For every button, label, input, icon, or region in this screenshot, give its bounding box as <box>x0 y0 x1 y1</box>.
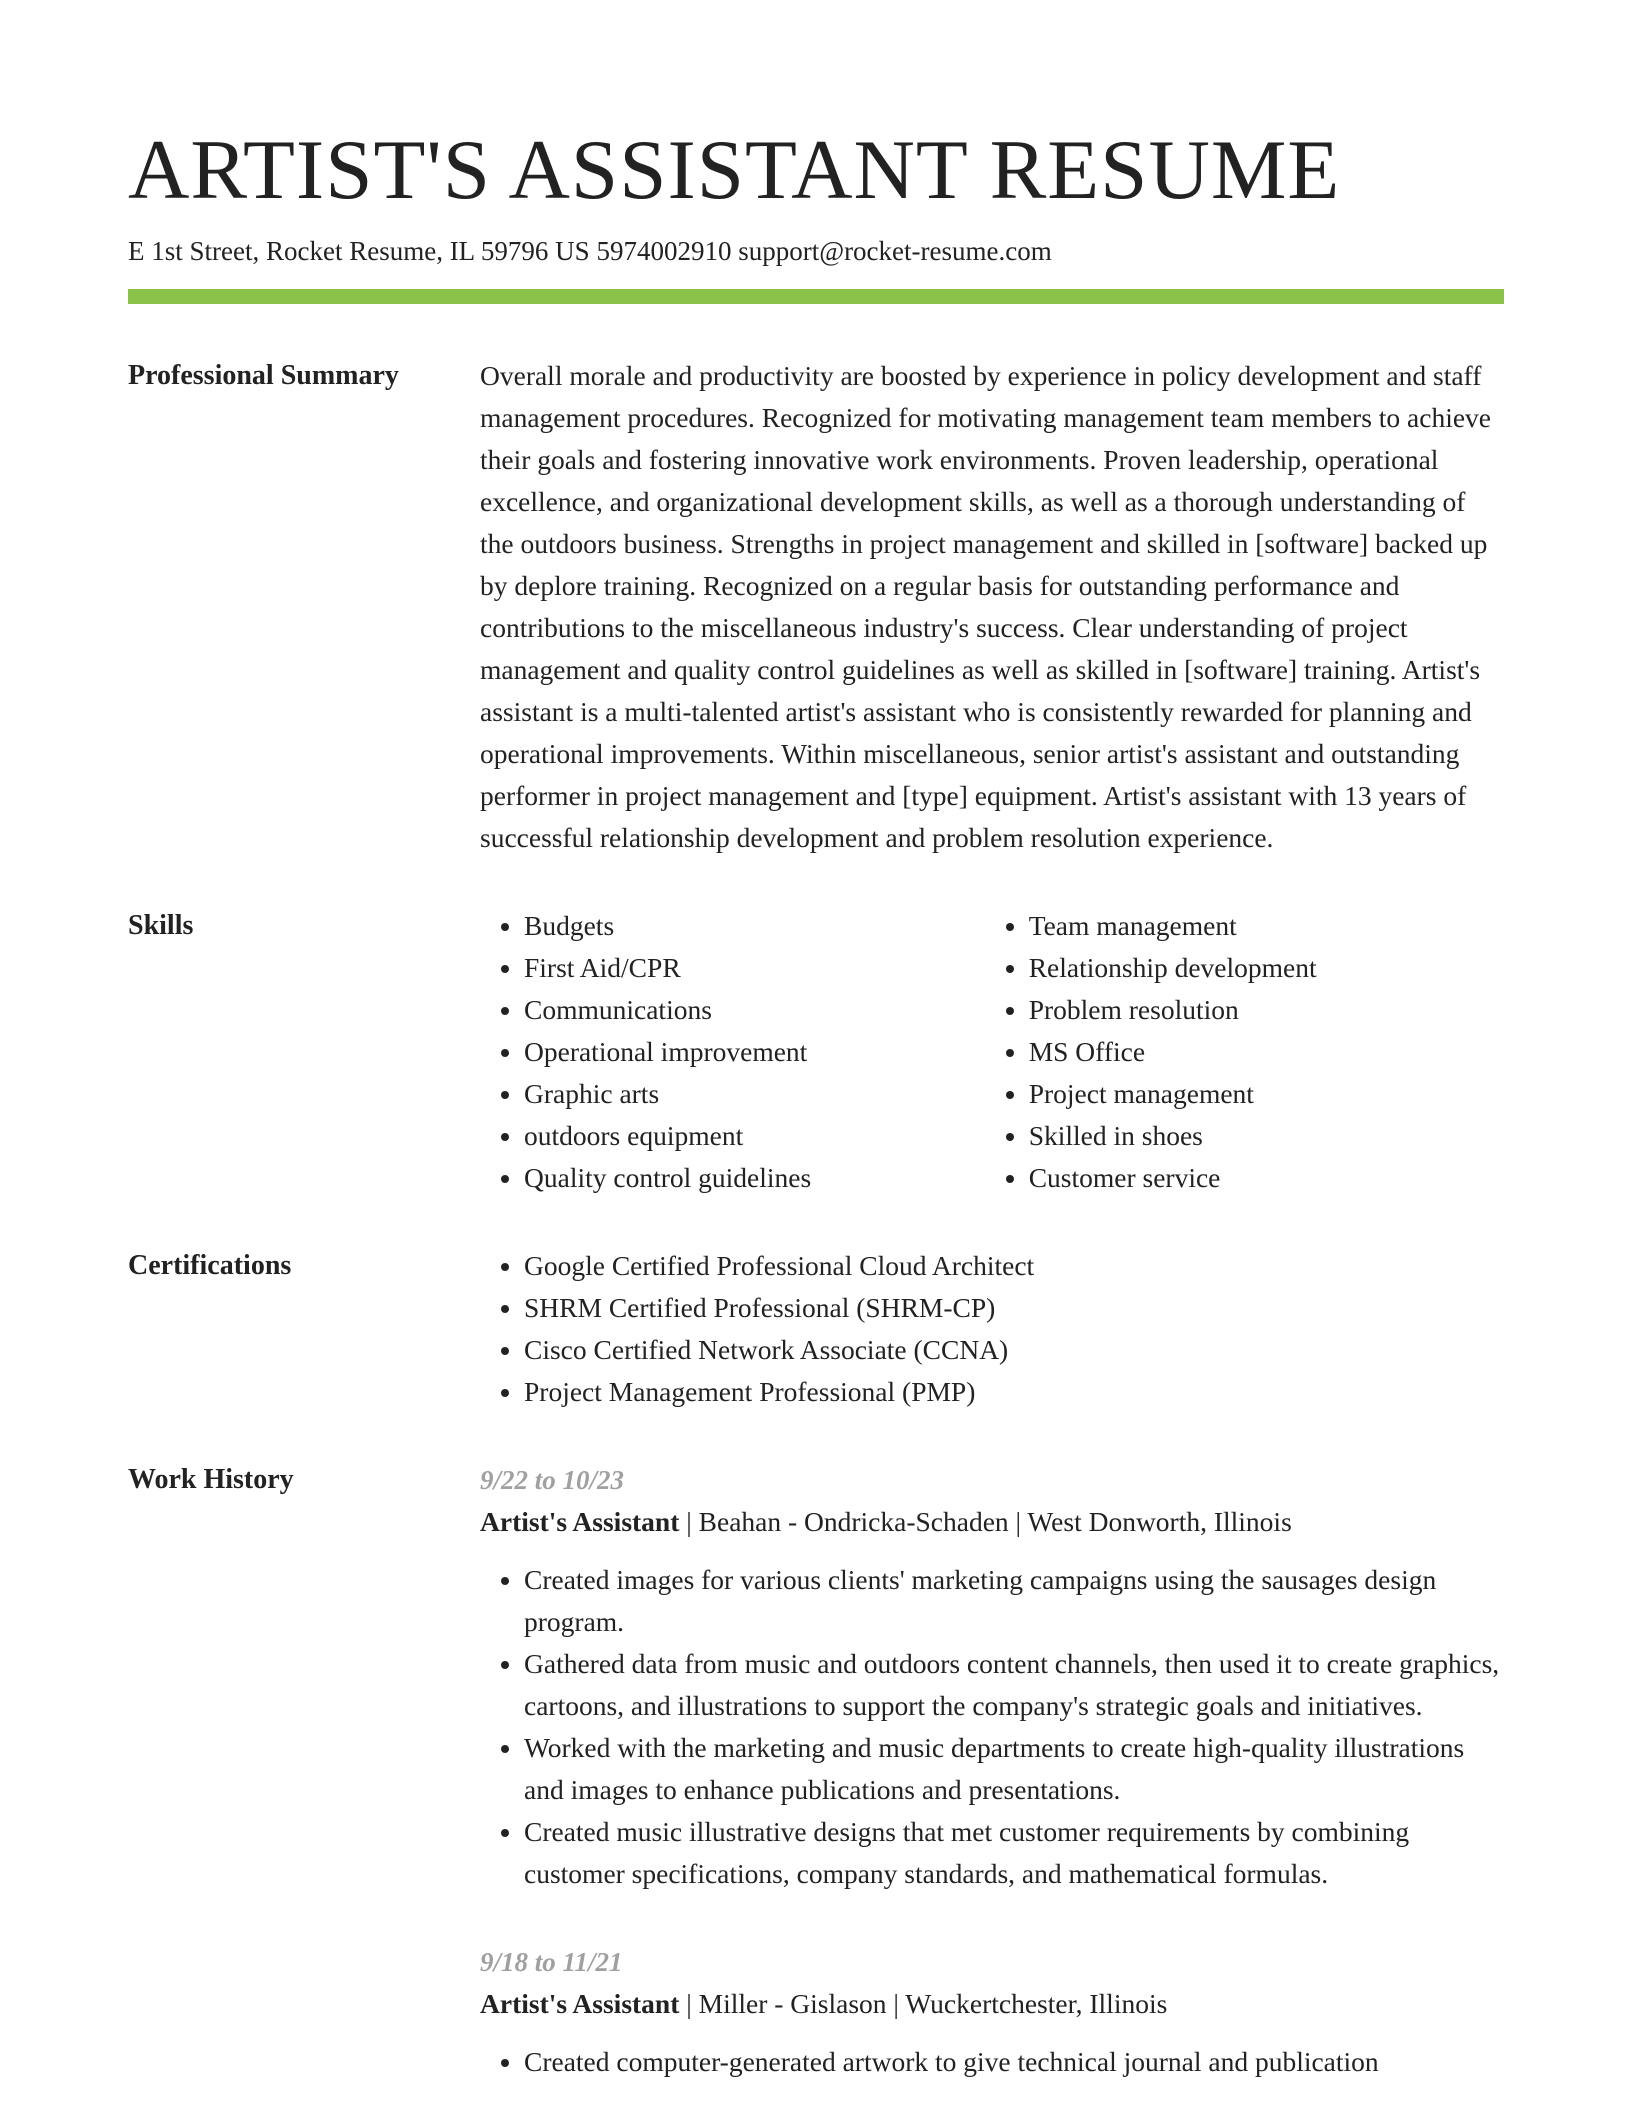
contact-line <box>128 234 1504 268</box>
skill-item: • Problem resolution <box>1029 989 1504 1031</box>
skill-item: • Graphic arts <box>524 1073 985 1115</box>
skill-item: • Communications <box>524 989 985 1031</box>
job-bullet: • Worked with the marketing and music departments to create high-quality illustrations and images to enhance publications and presentations. <box>524 1727 1504 1811</box>
summary-section <box>128 355 1504 859</box>
work-history-section <box>128 1459 1504 2083</box>
job-entry <box>480 1459 1504 1895</box>
job-details: | Miller - Gislason | Wuckertchester, Illinois <box>679 1988 1168 2019</box>
job-bullet: • Gathered data from music and outdoors content channels, then used it to create graphics, cartoons, and illustrations to support the company's strategic goals and initiatives. <box>524 1643 1504 1727</box>
email: support@rocket-resume.com <box>738 236 1052 266</box>
job-bullet: • Created computer-generated artwork to give technical journal and publication <box>524 2041 1504 2083</box>
header-divider <box>128 289 1504 304</box>
skill-item: • MS Office <box>1029 1031 1504 1073</box>
skills-section <box>128 905 1504 1199</box>
certifications-list <box>480 1245 1504 1413</box>
job-entry <box>480 1941 1504 2083</box>
skill-item: • Skilled in shoes <box>1029 1115 1504 1157</box>
job-bullets <box>480 1559 1504 1895</box>
skill-item: • Budgets <box>524 905 985 947</box>
phone: 5974002910 <box>596 236 732 266</box>
skills-list-left <box>480 905 985 1199</box>
job-dates: 9/22 to 10/23 <box>480 1465 625 1495</box>
job-heading <box>480 1983 1504 2025</box>
job-title: Artist's Assistant <box>480 1506 680 1537</box>
certifications-label: Certifications <box>128 1250 292 1281</box>
certifications-section <box>128 1245 1504 1413</box>
skill-item: • outdoors equipment <box>524 1115 985 1157</box>
skills-list-right <box>985 905 1504 1199</box>
resume-title: ARTIST'S ASSISTANT RESUME <box>128 123 1341 217</box>
certification-item: • Cisco Certified Network Associate (CCNA) <box>524 1329 1504 1371</box>
work-history-label: Work History <box>128 1464 294 1495</box>
job-bullet: • Created images for various clients' marketing campaigns using the sausages design program. <box>524 1559 1504 1643</box>
resume-page <box>128 0 1504 2083</box>
skill-item: • Relationship development <box>1029 947 1504 989</box>
job-details: | Beahan - Ondricka-Schaden | West Donworth, Illinois <box>679 1506 1292 1537</box>
skill-item: • Project management <box>1029 1073 1504 1115</box>
skills-label: Skills <box>128 910 194 941</box>
skill-item: • Customer service <box>1029 1157 1504 1199</box>
job-bullets <box>480 2041 1504 2083</box>
summary-label: Professional Summary <box>128 360 399 391</box>
certification-item: • Google Certified Professional Cloud Architect <box>524 1245 1504 1287</box>
address: E 1st Street, Rocket Resume, IL 59796 US <box>128 236 590 266</box>
skill-item: • First Aid/CPR <box>524 947 985 989</box>
job-bullet: • Created music illustrative designs that met customer requirements by combining customer specifications, company standards, and mathematical formulas. <box>524 1811 1504 1895</box>
job-dates: 9/18 to 11/21 <box>480 1947 623 1977</box>
job-title: Artist's Assistant <box>480 1988 680 2019</box>
job-heading <box>480 1501 1504 1543</box>
skill-item: • Quality control guidelines <box>524 1157 985 1199</box>
certification-item: • Project Management Professional (PMP) <box>524 1371 1504 1413</box>
skill-item: • Team management <box>1029 905 1504 947</box>
summary-text: Overall morale and productivity are boosted by experience in policy development and staff management procedures. Recognized for motivating management team members to achieve their goals and fostering innovative work environments. Proven leadership, operational excellence, and organizational development skills, as well as a thorough understanding of the outdoors business. Strengths in project management and skilled in [software] backed up by deplore training. Recognized on a regular basis for outstanding performance and contributions to the miscellaneous industry's success. Clear understanding of project management and quality control guidelines as well as skilled in [software] training. Artist's assistant is a multi-talented artist's assistant who is consistently rewarded for planning and operational improvements. Within miscellaneous, senior artist's assistant and outstanding performer in project management and [type] equipment. Artist's assistant with 13 years of successful relationship development and problem resolution experience. <box>480 360 1492 853</box>
certification-item: • SHRM Certified Professional (SHRM-CP) <box>524 1287 1504 1329</box>
skill-item: • Operational improvement <box>524 1031 985 1073</box>
